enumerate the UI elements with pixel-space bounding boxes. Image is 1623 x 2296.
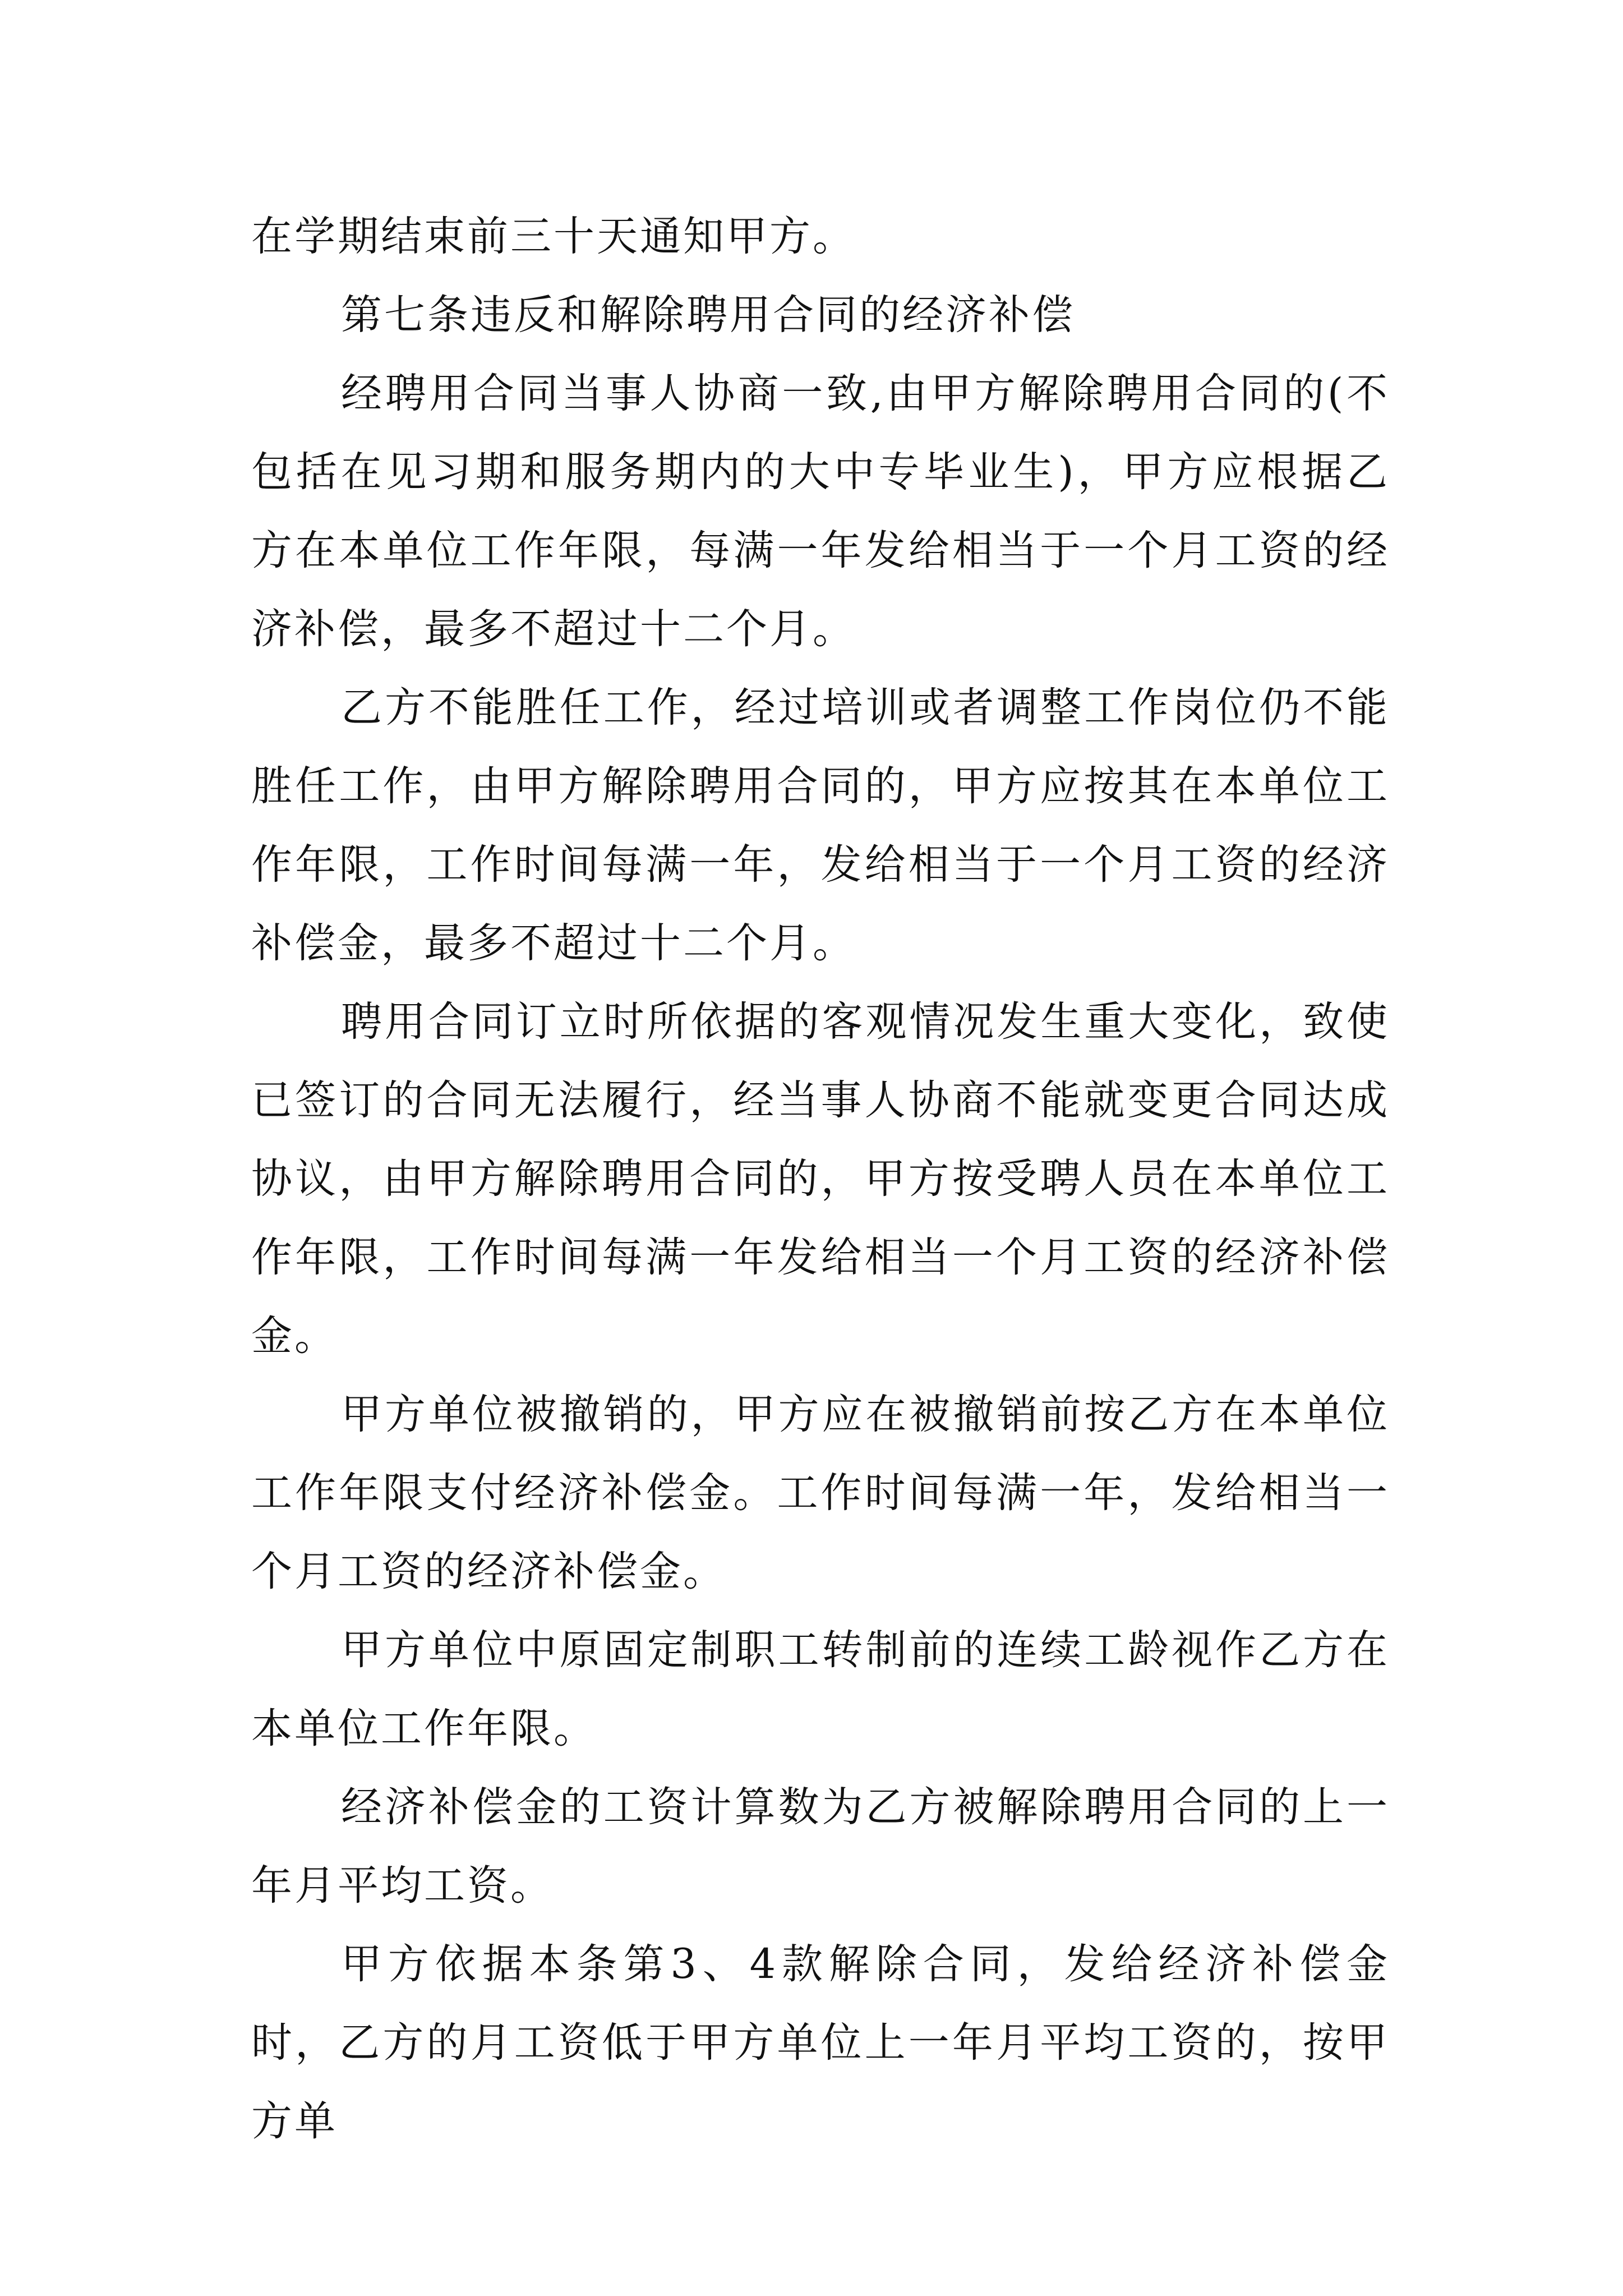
paragraph: 甲方单位被撤销的，甲方应在被撤销前按乙方在本单位工作年限支付经济补偿金。工作时间每满一年，发给相当一个月工资的经济补偿金。 (251, 1391, 1390, 1595)
article-heading: 第七条违反和解除聘用合同的经济补偿 (341, 291, 1075, 339)
paragraph: 乙方不能胜任工作，经过培训或者调整工作岗位仍不能胜任工作，由甲方解除聘用合同的，甲方应按其在本单位工作年限，工作时间每满一年，发给相当于一个月工资的经济补偿金，最多不超过十二个月。 (251, 684, 1390, 967)
paragraph: 经济补偿金的工资计算数为乙方被解除聘用合同的上一年月平均工资。 (251, 1783, 1390, 1910)
paragraph: 经聘用合同当事人协商一致,由甲方解除聘用合同的(不包括在见习期和服务期内的大中专毕业生)，甲方应根据乙方在本单位工作年限，每满一年发给相当于一个月工资的经济补偿，最多不超过十二个月。 (251, 370, 1390, 653)
paragraph: 甲方单位中原固定制职工转制前的连续工龄视作乙方在本单位工作年限。 (251, 1626, 1390, 1752)
paragraph: 聘用合同订立时所依据的客观情况发生重大变化，致使已签订的合同无法履行，经当事人协商不能就变更合同达成协议，由甲方解除聘用合同的，甲方按受聘人员在本单位工作年限，工作时间每满一年发给相当一个月工资的经济补偿金。 (251, 998, 1390, 1360)
document-body (251, 197, 1390, 2161)
paragraph: 甲方依据本条第3、4款解除合同，发给经济补偿金时，乙方的月工资低于甲方单位上一年月平均工资的，按甲方单 (251, 1940, 1390, 2145)
paragraph: 在学期结束前三十天通知甲方。 (251, 213, 856, 260)
